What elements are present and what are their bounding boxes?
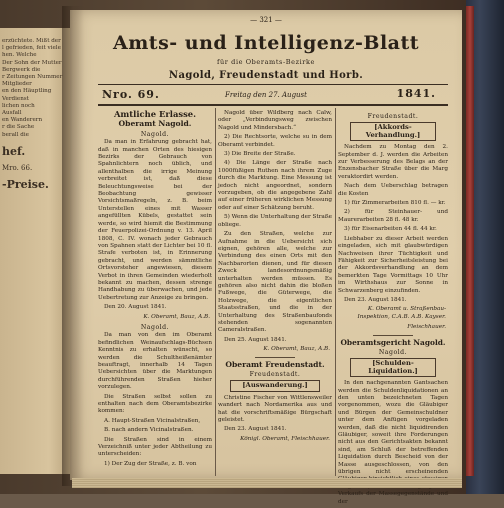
masthead-subtitle: für die Oberamts-Bezirke: [217, 58, 315, 66]
article-date: Den 25. August 1841.: [224, 336, 287, 343]
column-divider: [215, 108, 216, 476]
left-price-heading: -Preise.: [2, 178, 49, 192]
place-heading: Nagold.: [140, 323, 170, 331]
article-date: Den 23. August 1841.: [224, 426, 287, 433]
notice-type: [Akkords-Verhandlung.]: [350, 122, 436, 141]
list-item: 4) Die Länge der Straße nach 1000füßigen Ruthen nach ihrem Zuge durch die Marktung. Eine Messung ist jedoch nicht angeordnet, sondern vorzugeben, ob die angegebene Zahl auf einer früheren wirklichen Messung oder auf einer Schätzung beruht.: [218, 160, 332, 211]
list-item: 1) für Zimmerarbeiten 810 fl. — kr.: [344, 200, 446, 207]
left-fragment: lichen noch: [2, 102, 35, 109]
list-item: 1) Der Zug der Straße, z. B. von: [104, 460, 197, 467]
left-fragment: Bergwerk die: [2, 66, 41, 73]
left-fragment: l gefrieden, feit viele: [2, 45, 61, 52]
newspaper-page: [70, 10, 462, 505]
place-heading: Nagold.: [378, 348, 408, 356]
page-gutter-shadow: [62, 6, 84, 486]
left-fragment: Mitglieder: [2, 81, 32, 88]
list-item: 5) Wenn die Unterhaltung der Straße obliege.: [218, 214, 332, 228]
left-fragment: berall die: [2, 131, 29, 138]
left-fragment: Der Sohn der Mutter: [2, 59, 62, 66]
left-fragment: en den Häuptling: [2, 88, 52, 95]
place-heading: Freudenstadt.: [367, 113, 419, 120]
list-item: 3) für Eisenarbeiten 44 fl. 44 kr.: [344, 226, 437, 233]
article-date: Den 23. August 1841.: [344, 296, 407, 303]
article-paragraph: Nagold über Wildberg nach Calw, oder „Verbindungsweg zwischen Nagold und Mindersbach.“: [218, 110, 332, 131]
left-fragment: Verdienst: [2, 95, 29, 102]
left-fragment: r Zeitungen Nummer: [2, 74, 63, 81]
article-paragraph: Nachdem zu Montag den 2. September d. J. werden die Arbeiten zur Verbesserung des Belags an der Enzensbacher Straße über die Marg veraktordirt werden.: [338, 144, 448, 180]
left-fragment: erzüchtete. Mißt der: [2, 38, 61, 44]
left-fragment: Ausfall: [2, 110, 22, 117]
article-paragraph: Zu den Straßen, welche zur Aufnahme in die Uebersicht sich eignen, gehören alle, welche zur Verbindung des einen Orts mit den Nachbarorten dienen, und für diesen Zweck landesordnungsmäßig unterhalten werden müssen. Es gehören also nicht dahin die bloßen Fußwege, die Güterwege, die Holzwege, die eigentlichen Staatsstraßen, und die in der Unterhaltung des Straßenbaufonds stehenden sogenannten Cameralstraßen.: [218, 231, 332, 334]
notice-type: [Auswanderung.]: [230, 380, 320, 391]
issue-number: Nro. 69.: [102, 88, 160, 101]
page-edges: [72, 478, 462, 488]
article-signature: K. Oberamt, Bauz, A.B.: [263, 346, 330, 353]
article-paragraph: Die Straßen selbst sollen zu enthalten nach dem Oberamtsbezirke kommen:: [98, 393, 212, 415]
left-page-text: [2, 38, 66, 198]
left-fragment: r die Sache: [2, 124, 35, 131]
section-heading: Amtliche Erlasse.: [113, 109, 197, 119]
header-rule-top: [98, 84, 448, 85]
notice-type: [Schulden-Liquidation.]: [350, 358, 436, 377]
article-paragraph: In den nachgenannten Gantsachen werden die Schuldenliquidationen an den unten bezeichneten Tagen vorgenommen, wozu die Gläubiger und Bürgen der Gemeinschuldner unter dem Anfügen vorgeladen werden, daß die nicht liquidirenden Gläubiger, soweit ihre Forderungen nicht aus den Gerichtsakten bekannt sind, am Schluß der betreffenden Liquidation durch Bescheid von der Masse ausgeschlossen, von den übrigen nicht erscheinenden Verkaufs der Massegegenstände und der: [338, 380, 448, 505]
list-item: B. nach andern Vicinalstraßen.: [104, 427, 194, 434]
column-right: [338, 110, 448, 508]
left-heading: hef.: [2, 144, 26, 158]
list-item: 2) Die Rechtsorte, welche su in dem Oberamt verbindet.: [218, 134, 332, 148]
issue-year: 1841.: [396, 87, 436, 100]
left-fragment: en Wanderern: [2, 117, 43, 124]
list-item: A. Haupt-Straßen Vicinalstraßen,: [104, 417, 201, 424]
left-fragment: hen. Welche: [2, 52, 37, 59]
header-rule-bottom: [98, 104, 448, 106]
page-number: — 321 —: [250, 16, 282, 24]
article-signature: Fleischhauer.: [407, 324, 446, 331]
left-page: [0, 28, 70, 474]
article-signature: Königl. Oberamt, Fleischhauer.: [240, 435, 330, 442]
column-middle: [218, 110, 332, 446]
place-heading: Nagold.: [140, 130, 170, 138]
masthead-districts: Nagold, Freudenstadt und Horb.: [168, 70, 364, 81]
article-signature: K. Oberamt u. Straßenbau-Inspektion, C.A.B. A.B. Kayser.: [357, 306, 446, 320]
left-issue: Mro. 66.: [2, 163, 33, 172]
spine-band: [466, 6, 474, 476]
article-paragraph: Da man in Erfahrung gebracht hat, daß in manchen Orten des hiesigen Bezirks der Gebrauch von Spahnlichtern noch üblich, und allenthalben die irrige Meinung verbreitet ist, daß diese Beleuchtungsweise bei der Beobachtung gewisser Vorsichtsmaßregeln, z. B. beim Unterstellen eines mit Wasser angefüllten Kübels, gestattet sein werde, so wird hiemit die Bestimmung der Feuerpolizei-Ordnung v. 13. April 1808, C. IV. wonach jeder Gebrauch von Spahnen statt der Lichter bei 10 fl. Strafe verboten ist, in Erinnerung gebracht, und werden sämmtliche Ortsvorsteher angewiesen, diesem Verbot in ihren Gemeinden wiederholt bekannt zu machen, dessen strenge Handhabung zu überwachen, und jede Uebertretung zur Anzeige zu bringen.: [98, 139, 212, 301]
separator-line: [255, 357, 295, 358]
article-paragraph: Liebhaber zu dieser Arbeit werden eingeladen, sich mit glaubwürdigen Nachweisen ihrer Tüchtigkeit und Fähigkeit zur Sicherheitsleistung bei der Akkordsverhandlung an dem bemerkten Tage Vormittags 10 Uhr im Wirthshaus zur Sonne in Schwarzenberg einzufinden.: [338, 235, 448, 294]
office-heading: Oberamtsgericht Nagold.: [340, 337, 446, 347]
article-paragraph: Da man von den im Oberamt befindlichen Weinaufschlags-Büchsen Kenntnis zu erhalten wünscht, so werden die Schultheißenämter beauftragt, innerhalb 14 Tagen Uebersichten über die Marktungen durchführenden Straßen hieher vorzulegen.: [98, 332, 212, 391]
article-paragraph: Nach dem Ueberschlag betragen die Kosten: [338, 183, 448, 197]
article-paragraph: Die Straßen sind in einem Verzeichniß unter jeder Abtheilung zu unterscheiden:: [98, 436, 212, 458]
article-paragraph: Christine Fischer von Wittlensweiler wandert nach Nordamerika aus und hat die vorschriftsmäßige Bürgschaft geleistet.: [218, 394, 332, 424]
separator-line: [373, 335, 413, 336]
issue-date: Freitag den 27. August: [225, 91, 307, 99]
article-date: Den 20. August 1841.: [104, 304, 167, 311]
article-signature: K. Oberamt, Bauz, A.B.: [143, 313, 210, 320]
column-left: [98, 110, 212, 470]
place-heading: Freudenstadt.: [249, 371, 301, 378]
column-divider: [335, 108, 336, 476]
list-item: 3) Die Breite der Straße.: [224, 151, 296, 158]
list-item: 2) für Steinhauer- und Maurerarbeiten 28 fl. 48 kr.: [338, 209, 448, 223]
masthead-title: Amts- und Intelligenz-Blatt: [112, 32, 420, 54]
office-heading: Oberamt Freudenstadt.: [225, 359, 325, 369]
office-heading: Oberamt Nagold.: [118, 119, 192, 129]
